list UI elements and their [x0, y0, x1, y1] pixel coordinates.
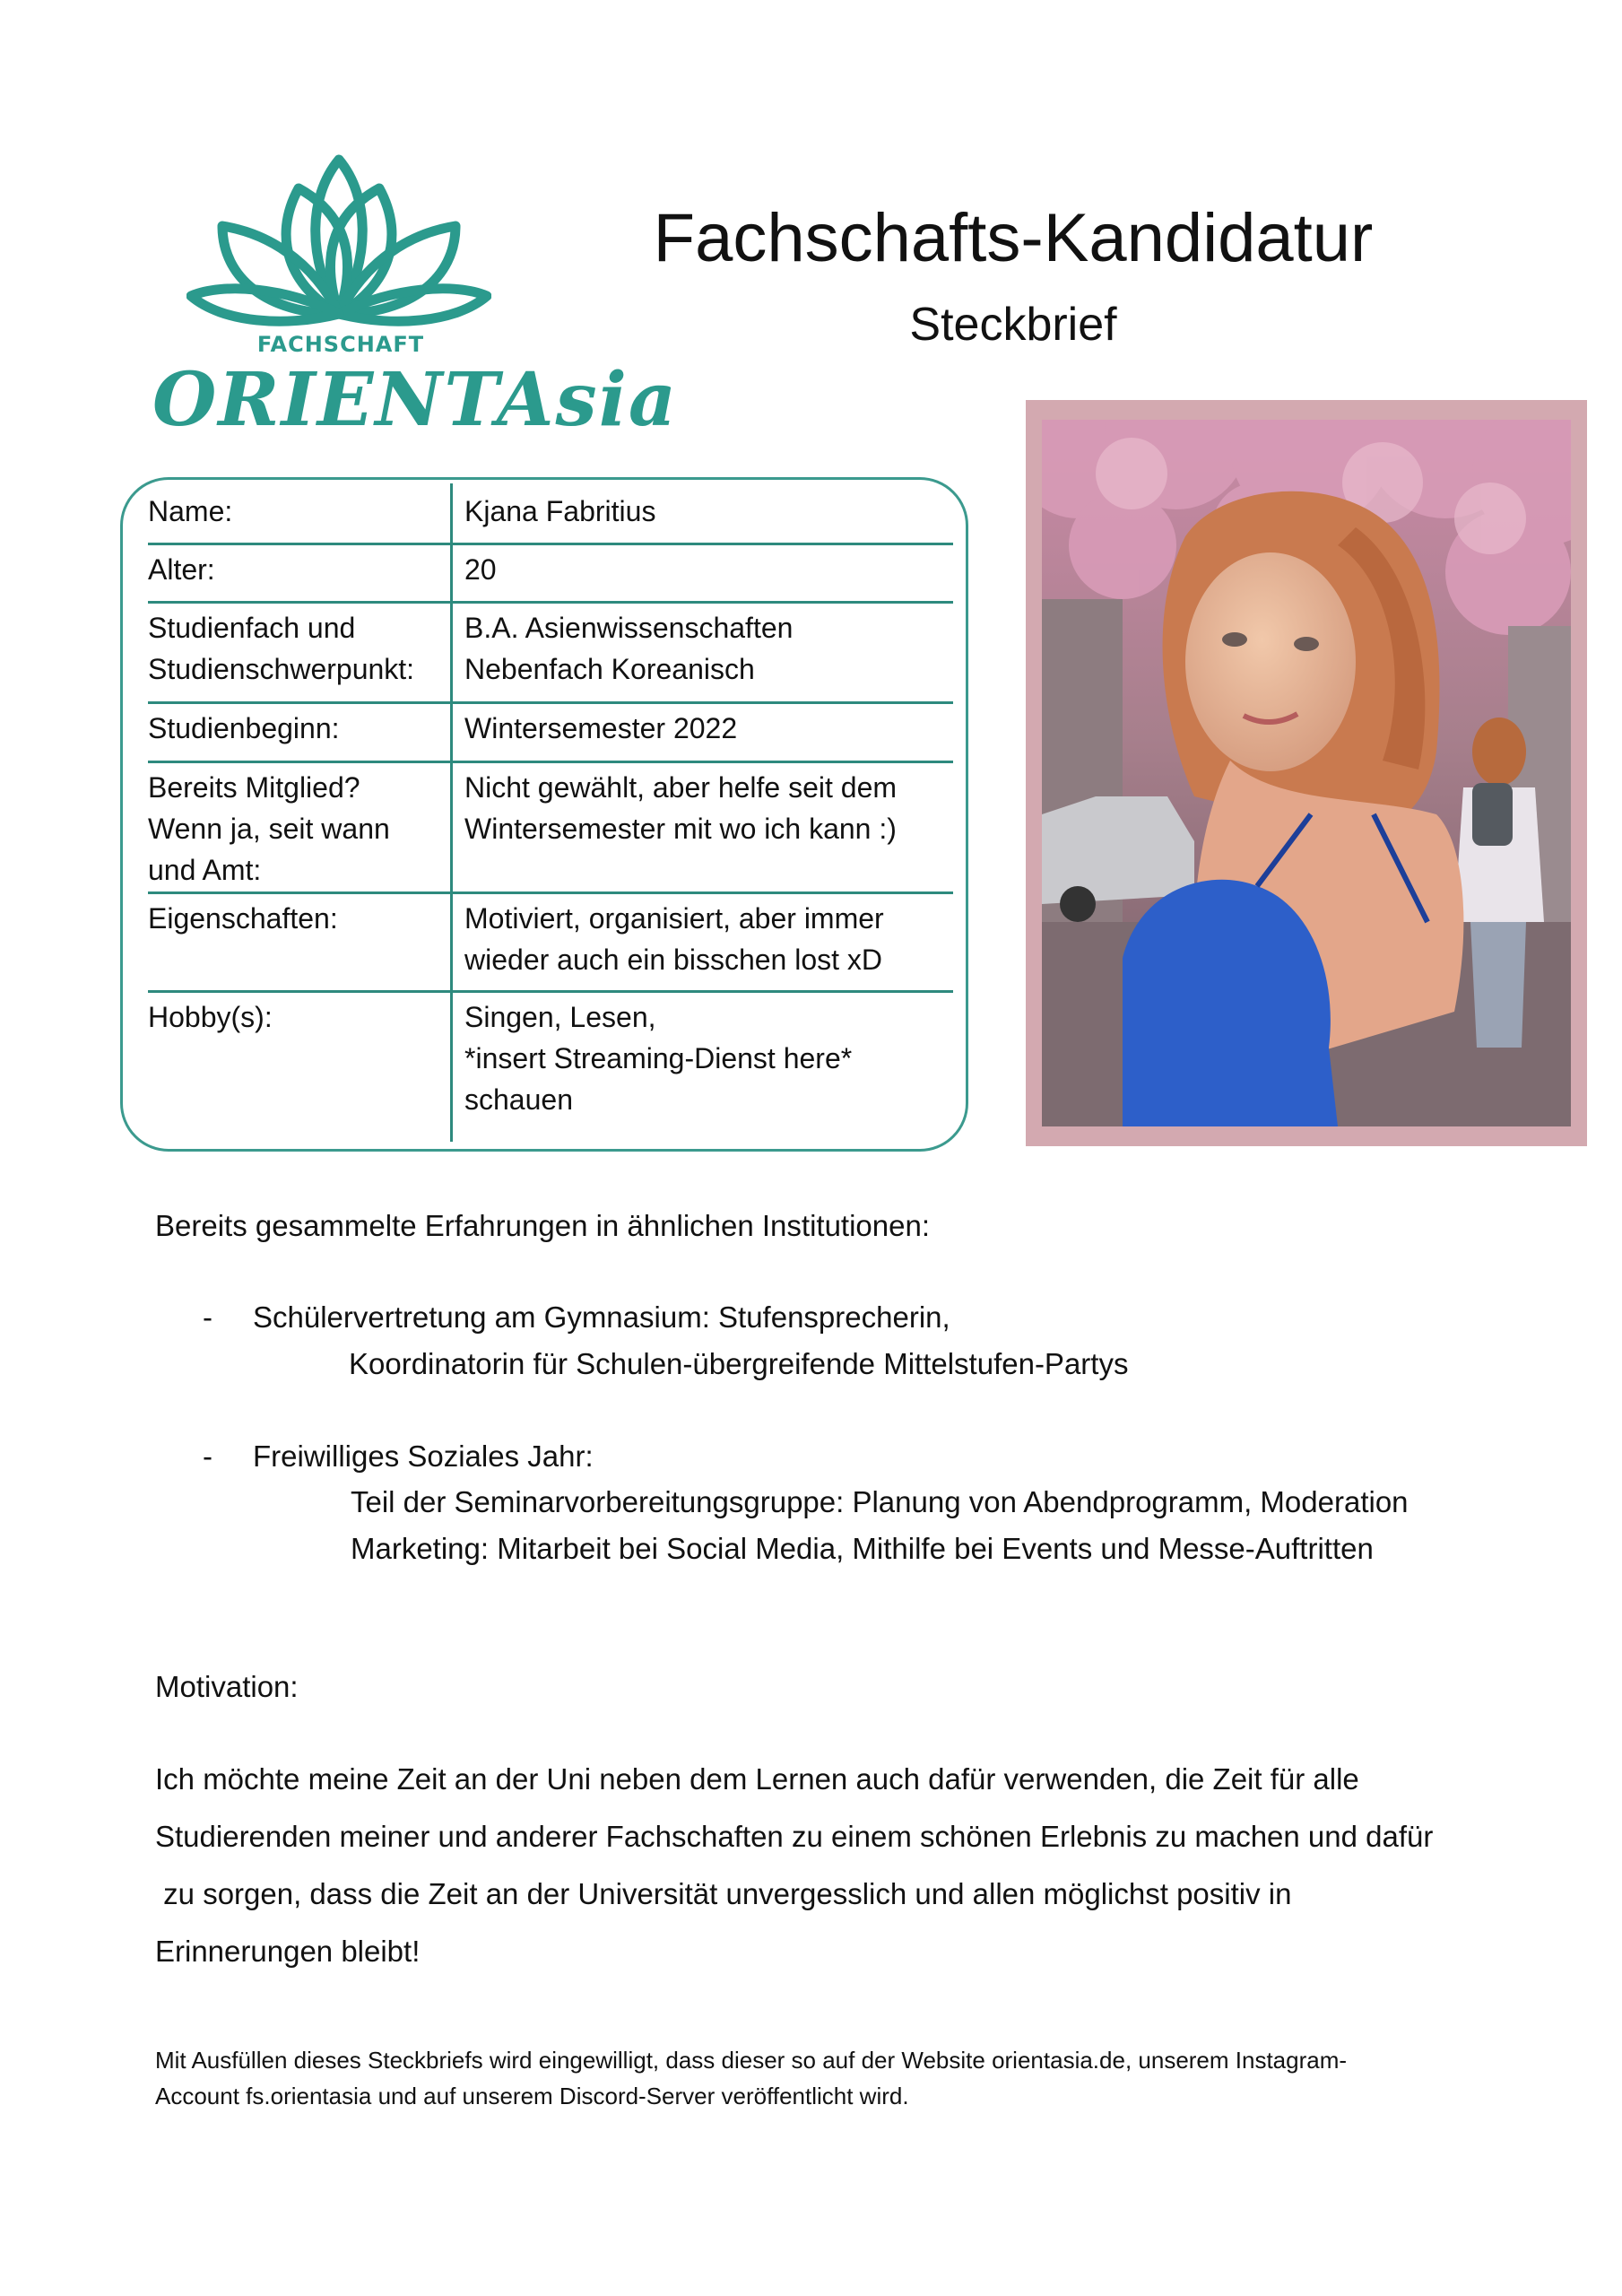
bullet-marker: - — [203, 1300, 213, 1334]
profile-value-line: Singen, Lesen, — [464, 1001, 656, 1033]
profile-value-line: Motiviert, organisiert, aber immer — [464, 902, 884, 935]
profile-label — [148, 491, 444, 532]
profile-label — [148, 708, 444, 749]
column-divider — [450, 483, 453, 1142]
page-subtitle: Steckbrief — [909, 299, 1117, 351]
experience-item-1-title: Schülervertretung am Gymnasium: Stufensprecherin, — [253, 1300, 950, 1334]
experience-item-2-detail-2: Marketing: Mitarbeit bei Social Media, Mithilfe bei Events und Messe-Auftritten — [351, 1532, 1374, 1565]
row-divider — [148, 601, 953, 604]
motivation-line-4: Erinnerungen bleibt! — [155, 1935, 421, 1968]
profile-table — [120, 477, 968, 1152]
profile-value — [464, 996, 953, 1120]
profile-label-line: Bereits Mitglied? — [148, 771, 360, 804]
experience-item-2-title: Freiwilliges Soziales Jahr: — [253, 1439, 594, 1473]
profile-value-line: Nicht gewählt, aber helfe seit dem — [464, 771, 898, 804]
profile-value — [464, 898, 953, 980]
profile-label — [148, 767, 444, 891]
page-title: Fachschafts-Kandidatur — [653, 200, 1374, 276]
logo-wordmark: ORIENTAsia — [152, 357, 678, 443]
profile-value-line: wieder auch ein bisschen lost xD — [464, 944, 883, 976]
profile-label-line: Eigenschaften: — [148, 902, 338, 935]
profile-label — [148, 607, 444, 690]
candidate-photo — [1042, 420, 1571, 1126]
profile-value — [464, 708, 953, 749]
profile-label-line: Wenn ja, seit wann — [148, 813, 390, 845]
profile-value-line: 20 — [464, 553, 497, 586]
profile-label — [148, 996, 444, 1038]
consent-line-2: Account fs.orientasia und auf unserem Discord-Server veröffentlicht wird. — [155, 2083, 909, 2109]
profile-label-line: Alter: — [148, 553, 215, 586]
profile-label-line: Studienfach und — [148, 612, 356, 644]
profile-value-line: Wintersemester 2022 — [464, 712, 738, 744]
logo-small-text: FACHSCHAFT — [256, 332, 425, 357]
profile-value-line: schauen — [464, 1083, 573, 1116]
profile-value — [464, 491, 953, 532]
experience-item-1-detail: Koordinatorin für Schulen-übergreifende Mittelstufen-Partys — [349, 1347, 1129, 1380]
row-divider — [148, 701, 953, 704]
motivation-heading: Motivation: — [155, 1670, 299, 1703]
profile-value-line: *insert Streaming-Dienst here* — [464, 1042, 853, 1074]
row-divider — [148, 891, 953, 894]
profile-value-line: B.A. Asienwissenschaften — [464, 612, 794, 644]
motivation-line-1: Ich möchte meine Zeit an der Uni neben dem Lernen auch dafür verwenden, die Zeit für alle — [155, 1762, 1359, 1796]
profile-value — [464, 549, 953, 590]
profile-label — [148, 549, 444, 590]
profile-label-line: Hobby(s): — [148, 1001, 273, 1033]
profile-label-line: Name: — [148, 495, 233, 527]
row-divider — [148, 761, 953, 763]
experience-heading: Bereits gesammelte Erfahrungen in ähnlichen Institutionen: — [155, 1209, 931, 1242]
row-divider — [148, 543, 953, 545]
profile-value — [464, 607, 953, 690]
fachschaft-logo — [152, 152, 678, 457]
profile-value-line: Nebenfach Koreanisch — [464, 653, 755, 685]
profile-value-line: Wintersemester mit wo ich kann :) — [464, 813, 897, 845]
profile-label — [148, 898, 444, 939]
motivation-line-2: Studierenden meiner und anderer Fachschaften zu einem schönen Erlebnis zu machen und dafür — [155, 1820, 1434, 1853]
lotus-icon — [186, 152, 491, 332]
profile-label-line: und Amt: — [148, 854, 262, 886]
profile-value-line: Kjana Fabritius — [464, 495, 656, 527]
bullet-marker: - — [203, 1439, 213, 1473]
profile-value — [464, 767, 953, 849]
row-divider — [148, 990, 953, 993]
photo-frame — [1026, 400, 1587, 1146]
motivation-line-3: zu sorgen, dass die Zeit an der Universität unvergesslich und allen möglichst positiv in — [155, 1877, 1292, 1910]
experience-item-2-detail-1: Teil der Seminarvorbereitungsgruppe: Planung von Abendprogramm, Moderation — [351, 1485, 1409, 1518]
profile-label-line: Studienbeginn: — [148, 712, 340, 744]
profile-label-line: Studienschwerpunkt: — [148, 653, 415, 685]
consent-line-1: Mit Ausfüllen dieses Steckbriefs wird eingewilligt, dass dieser so auf der Website orientasia.de, unserem Instagram- — [155, 2047, 1348, 2074]
